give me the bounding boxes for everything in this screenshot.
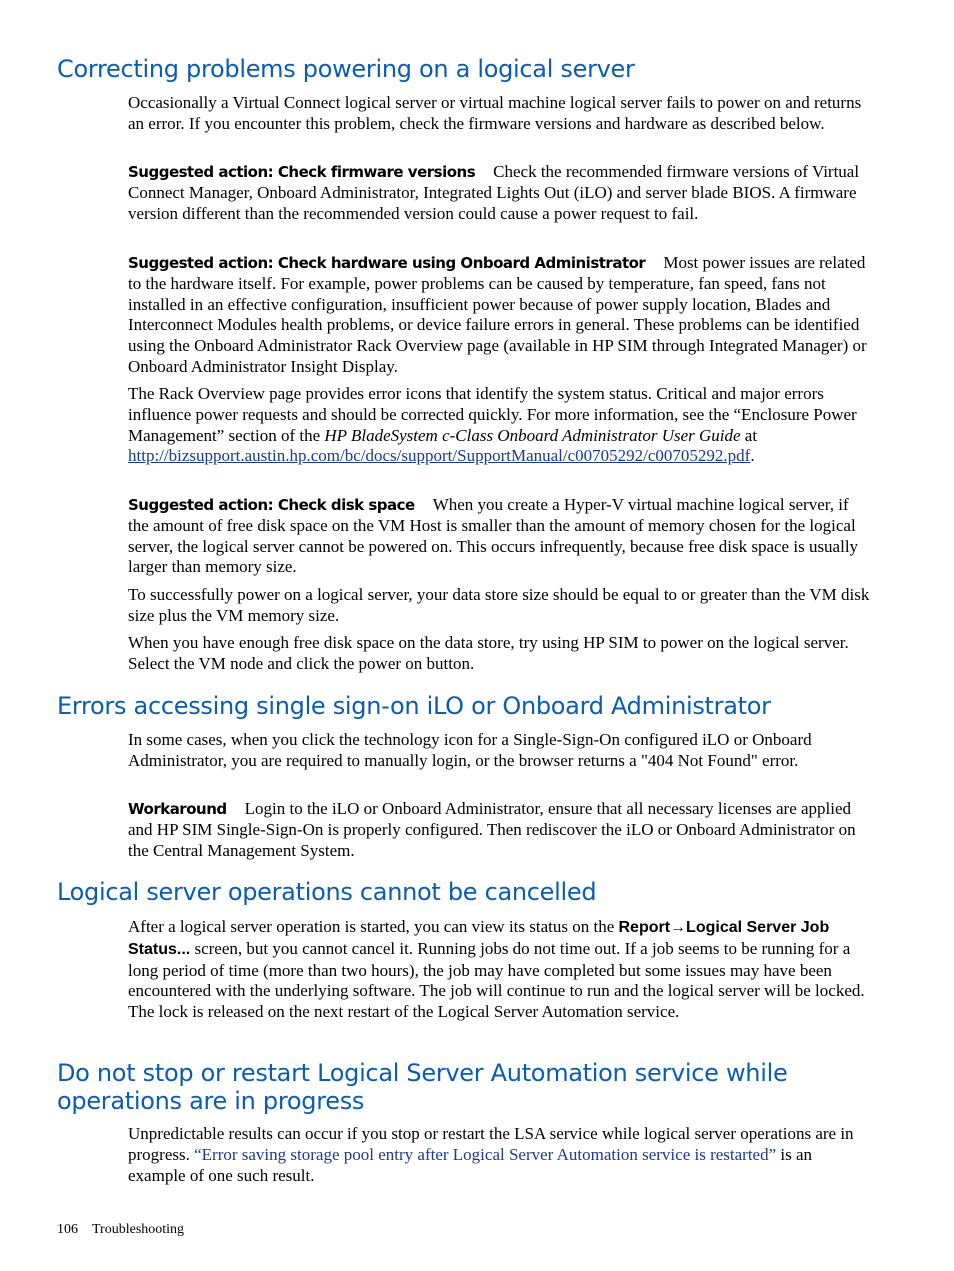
paragraph-text: The Rack Overview page provides error icons that identify the system status. Critical and major errors influence power requests and should be corrected quickly. For more information, see the “Enclosure Power Management” section of the [128, 384, 857, 445]
section-heading-cancel: Logical server operations cannot be cancelled [57, 878, 597, 906]
paragraph-job-status [128, 917, 870, 1023]
paragraph-text: at [744, 425, 758, 445]
paragraph-text: Check the recommended firmware versions of Virtual Connect Manager, Onboard Administrator, Integrated Lights Out (iLO) and server blade BIOS. A firmware version different than the recommended version could cause a power request to fail. [128, 162, 860, 223]
paragraph-rack-overview [128, 384, 870, 467]
paragraph-text: is an example of one such result. [128, 1144, 813, 1185]
paragraph-text: . [750, 446, 755, 466]
paragraph: To successfully power on a logical server, your data store size should be equal to or greater than the VM disk size plus the VM memory size. [128, 585, 870, 625]
paragraph-text: When you create a Hyper-V virtual machine logical server, if the amount of free disk space on the VM Host is smaller than the amount of memory chosen for the logical server, the logical server cannot be powered on. This occurs infrequently, because free disk space is usually larger than memory size. [128, 495, 859, 577]
section-heading-sso: Errors accessing single sign-on iLO or Onboard Administrator [57, 692, 771, 720]
paragraph: When you have enough free disk space on the data store, try using HP SIM to power on the logical server. Select the VM node and click the power on button. [128, 633, 849, 673]
paragraph-text: Most power issues are related to the hardware itself. For example, power problems can be caused by temperature, fan speed, fans not installed in an effective configuration, insufficient power because of power supply location, Blades and Interconnect Modules health problems, or device failure errors in general. These problems can be identified using the Onboard Administrator Rack Overview page (available in HP SIM through Integrated Manager) or Onboard Administrator Insight Display. [128, 253, 867, 376]
footer-section-title: Troubleshooting [92, 1222, 185, 1237]
section-heading-lsa: Do not stop or restart Logical Server Automation service while operations are in progress [57, 1059, 788, 1115]
guide-title: HP BladeSystem c-Class Onboard Administrator User Guide [324, 425, 741, 445]
runin-label: Suggested action: Check hardware using Onboard Administrator [128, 254, 646, 272]
paragraph-lsa [128, 1124, 870, 1186]
support-manual-link[interactable]: http://bizsupport.austin.hp.com/bc/docs/support/SupportManual/c00705292/c00705292.pdf [128, 446, 751, 466]
runin-label: Suggested action: Check disk space [128, 496, 415, 514]
paragraph-text: screen, but you cannot cancel it. Running jobs do not time out. If a job seems to be running for a long period of time (more than two hours), the job may have completed but some issues may have been encountered with the underlying software. The job will continue to run and the logical server will be locked. The lock is released on the next restart of the Logical Server Automation service. [128, 938, 865, 1022]
page-footer [57, 1222, 184, 1238]
cross-reference-link[interactable]: “Error saving storage pool entry after Logical Server Automation service is restarted” [194, 1144, 777, 1164]
paragraph-workaround [128, 799, 870, 861]
paragraph: In some cases, when you click the technology icon for a Single-Sign-On configured iLO or Onboard Administrator, you are required to manually login, or the browser returns a "404 Not Found" error. [128, 730, 812, 770]
menu-path: Report→Logical Server Job Status... [128, 919, 830, 958]
runin-label: Suggested action: Check firmware versions [128, 163, 476, 181]
section-heading-powering: Correcting problems powering on a logical server [57, 55, 635, 83]
paragraph-hardware [128, 253, 870, 378]
page-number: 106 [57, 1222, 78, 1237]
paragraph-disk-space [128, 495, 870, 578]
paragraph-text: Unpredictable results can occur if you stop or restart the LSA service while logical server operations are in progress. [128, 1124, 854, 1164]
paragraph-text: Login to the iLO or Onboard Administrator, ensure that all necessary licenses are applied and HP SIM Single-Sign-On is properly configured. Then rediscover the iLO or Onboard Administrator on the Central Management System. [128, 799, 856, 860]
runin-label: Workaround [128, 800, 227, 818]
paragraph: Occasionally a Virtual Connect logical server or virtual machine logical server fails to power on and returns an error. If you encounter this problem, check the firmware versions and hardware as described below. [128, 93, 862, 133]
paragraph-text: After a logical server operation is started, you can view its status on the [128, 917, 615, 936]
paragraph-firmware [128, 162, 870, 224]
